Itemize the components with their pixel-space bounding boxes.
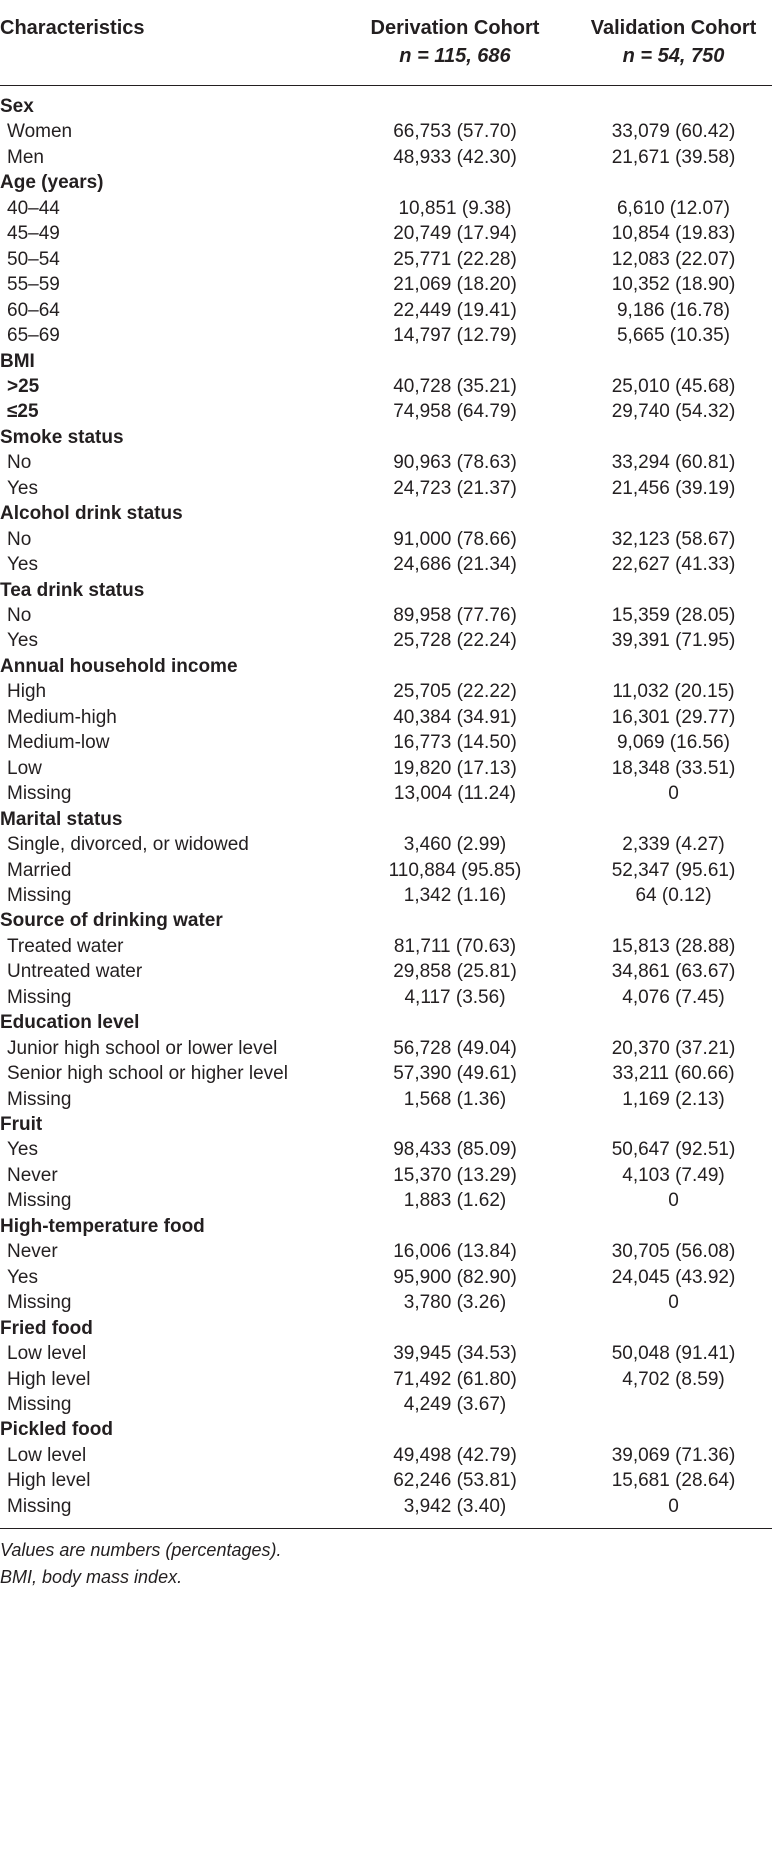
header-characteristics: Characteristics [0,17,145,39]
row-label: Single, divorced, or widowed [7,834,249,856]
row-label: High [7,681,47,703]
derivation-value: 25,728 (22.24) [393,630,517,652]
validation-value: 4,103 (7.49) [622,1164,725,1186]
validation-value: 15,359 (28.05) [611,605,736,626]
row-label: Missing [7,783,72,805]
validation-value: 10,352 (18.90) [611,274,736,296]
derivation-value: 62,246 (53.81) [393,1470,517,1492]
row-label: Never [7,1241,58,1263]
validation-value: 25,010 (45.68) [611,375,736,397]
validation-value: 33,079 (60.42) [611,121,736,143]
validation-value: 4,702 (8.59) [622,1368,725,1390]
row-label: No [7,452,32,474]
row-label: Married [7,859,72,881]
group-label: Source of drinking water [0,910,223,932]
validation-value: 15,681 (28.64) [611,1470,736,1492]
validation-value: 22,627 (41.33) [611,554,736,576]
header-divider [0,85,772,86]
derivation-value: 110,884 (95.85) [388,859,522,881]
validation-value: 30,705 (56.08) [611,1241,736,1263]
table-bottom-divider [0,1528,772,1529]
row-label: 40–44 [7,197,60,219]
validation-value: 9,186 (16.78) [616,299,731,321]
table-header [0,0,772,85]
derivation-value: 1,883 (1.62) [403,1190,507,1212]
validation-value: 34,861 (63.67) [611,961,736,983]
row-label: High level [7,1368,91,1390]
group-label: Fruit [0,1114,43,1135]
row-label: Yes [7,630,38,652]
derivation-value: 21,069 (18.20) [393,274,517,296]
group-label: Age (years) [0,172,104,194]
validation-value: 29,740 (54.32) [611,401,736,423]
group-label: Sex [0,96,34,117]
derivation-value: 25,771 (22.28) [393,248,517,270]
row-label: No [7,605,32,626]
derivation-value: 20,749 (17.94) [393,223,517,245]
row-label: Yes [7,554,38,576]
row-label: Men [7,146,44,168]
derivation-value: 98,433 (85.09) [393,1139,517,1161]
validation-value: 64 (0.12) [635,884,712,906]
validation-value: 12,083 (22.07) [611,248,736,270]
validation-value: 10,854 (19.83) [611,223,736,245]
row-label: Low [7,757,42,779]
derivation-value: 24,723 (21.37) [393,477,517,499]
derivation-value: 81,711 (70.63) [393,935,517,957]
validation-value: 0 [668,1495,679,1517]
validation-value: 9,069 (16.56) [616,732,731,754]
row-label: Yes [7,1266,38,1288]
derivation-value: 15,370 (13.29) [393,1164,517,1186]
row-label: Low level [7,1444,87,1466]
row-label: Yes [7,477,38,499]
row-label: Missing [7,1393,72,1415]
group-label: Tea drink status [0,579,145,601]
derivation-value: 95,900 (82.90) [393,1266,517,1288]
derivation-value: 48,933 (42.30) [393,146,517,168]
row-label: Missing [7,1190,72,1212]
validation-value: 5,665 (10.35) [616,325,731,347]
derivation-value: 25,705 (22.22) [393,681,517,703]
derivation-value: 3,460 (2.99) [403,834,507,856]
row-label: Never [7,1164,58,1186]
header-validation-n: n = 54, 750 [622,45,725,67]
derivation-value: 4,117 (3.56) [404,986,506,1008]
footnote-bmi: BMI, body mass index. [0,1566,183,1587]
derivation-value: 1,568 (1.36) [403,1088,507,1110]
derivation-value: 40,728 (35.21) [393,375,517,397]
validation-value: 20,370 (37.21) [611,1037,736,1059]
derivation-value: 91,000 (78.66) [393,528,517,550]
row-label: Missing [7,1088,72,1110]
row-label: Missing [7,884,72,906]
validation-value: 50,647 (92.51) [611,1139,736,1161]
derivation-value: 39,945 (34.53) [393,1343,517,1365]
derivation-value: 66,753 (57.70) [393,121,517,143]
validation-value: 16,301 (29.77) [611,706,736,728]
validation-value: 1,169 (2.13) [622,1088,725,1110]
derivation-value: 3,942 (3.40) [403,1495,507,1517]
header-derivation-cohort [340,14,570,70]
row-label: Untreated water [7,961,143,983]
derivation-value: 22,449 (19.41) [393,299,517,321]
group-label: Marital status [0,808,123,830]
validation-value: 21,671 (39.58) [611,146,736,168]
row-label: No [7,528,32,550]
validation-value: 33,211 (60.66) [612,1063,735,1085]
validation-value: 18,348 (33.51) [611,757,736,779]
derivation-value: 40,384 (34.91) [393,706,517,728]
group-label: Annual household income [0,655,238,677]
validation-value: 39,069 (71.36) [611,1444,736,1466]
derivation-value: 29,858 (25.81) [393,961,517,983]
group-label: BMI [0,350,35,372]
validation-value: 24,045 (43.92) [611,1266,736,1288]
validation-value: 11,032 (20.15) [612,681,735,703]
derivation-value: 49,498 (42.79) [393,1444,517,1466]
validation-value: 52,347 (95.61) [611,859,736,881]
derivation-value: 24,686 (21.34) [393,554,517,576]
validation-value: 15,813 (28.88) [611,935,736,957]
row-label: Women [7,121,73,143]
derivation-value: 56,728 (49.04) [393,1037,517,1059]
row-label: 55–59 [7,274,60,296]
group-label: Education level [0,1012,140,1034]
row-label: Missing [7,1495,72,1517]
derivation-value: 71,492 (61.80) [393,1368,517,1390]
derivation-value: 90,963 (78.63) [393,452,517,474]
header-derivation-title: Derivation Cohort [370,17,540,39]
derivation-value: 14,797 (12.79) [393,325,517,347]
group-label: Smoke status [0,426,124,448]
derivation-value: 89,958 (77.76) [393,605,517,626]
validation-value: 32,123 (58.67) [611,528,736,550]
row-label: ≤25 [7,401,39,423]
row-label: 60–64 [7,299,60,321]
group-label: Fried food [0,1317,93,1339]
row-label: Low level [7,1343,87,1365]
derivation-value: 10,851 (9.38) [398,197,512,219]
group-label: Pickled food [0,1419,113,1441]
header-derivation-n: n = 115, 686 [399,45,511,67]
derivation-value: 4,249 (3.67) [403,1393,507,1415]
validation-value: 33,294 (60.81) [611,452,736,474]
validation-value: 0 [668,1292,679,1314]
validation-value: 2,339 (4.27) [622,834,725,856]
row-label: 65–69 [7,325,60,347]
validation-value: 0 [668,1190,679,1212]
derivation-value: 16,773 (14.50) [393,732,517,754]
row-label: 50–54 [7,248,60,270]
table-row [0,1492,772,1522]
row-label: 45–49 [7,223,60,245]
row-label: Medium-low [7,732,110,754]
validation-value: 0 [668,783,679,805]
derivation-value: 19,820 (17.13) [393,757,517,779]
group-label: Alcohol drink status [0,503,183,525]
header-validation-cohort [575,14,772,70]
derivation-value: 57,390 (49.61) [393,1063,517,1085]
derivation-value: 16,006 (13.84) [393,1241,517,1263]
row-label: Junior high school or lower level [7,1037,278,1059]
validation-value: 39,391 (71.95) [611,630,736,652]
derivation-value: 13,004 (11.24) [393,783,517,805]
row-label: Missing [7,986,72,1008]
derivation-value: 74,958 (64.79) [393,401,517,423]
row-label: Treated water [7,935,124,957]
header-validation-title: Validation Cohort [590,17,757,39]
validation-value: 50,048 (91.41) [611,1343,736,1365]
row-label: Senior high school or higher level [7,1063,288,1085]
row-label: Yes [7,1139,38,1161]
footnote-values: Values are numbers (percentages). [0,1539,282,1560]
validation-value: 4,076 (7.45) [622,986,725,1008]
row-label: High level [7,1470,91,1492]
row-label: Missing [7,1292,72,1314]
row-label: Medium-high [7,706,117,728]
row-label: >25 [7,375,40,397]
derivation-value: 1,342 (1.16) [403,884,507,906]
validation-value: 6,610 (12.07) [616,197,731,219]
group-label: High-temperature food [0,1215,205,1237]
derivation-value: 3,780 (3.26) [403,1292,507,1314]
validation-value: 21,456 (39.19) [611,477,736,499]
